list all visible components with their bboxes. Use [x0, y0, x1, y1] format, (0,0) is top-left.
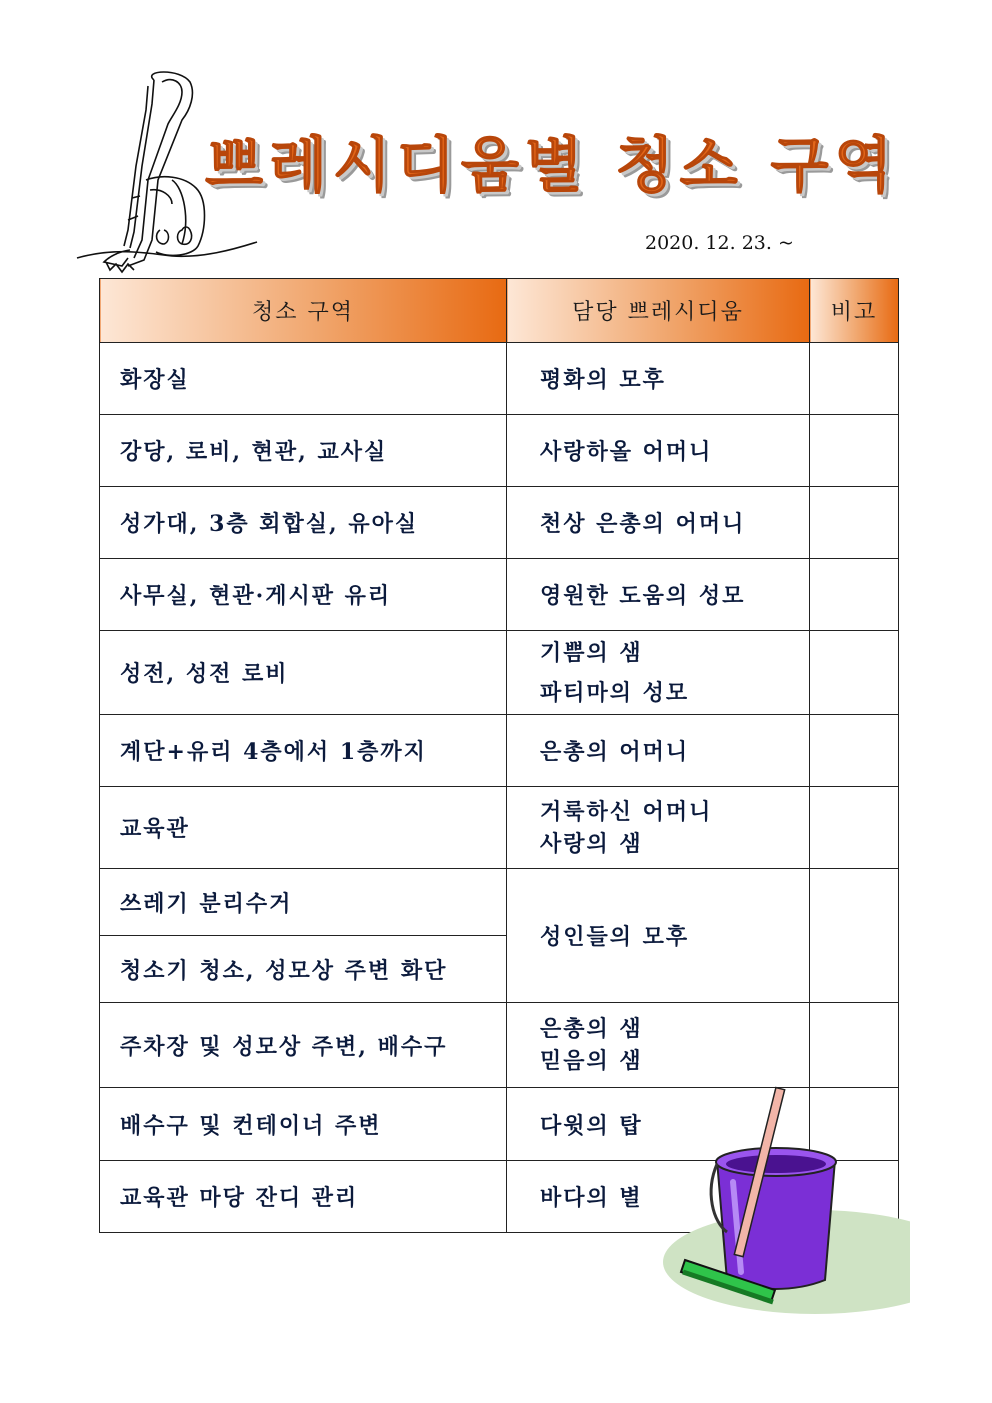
team-cell — [507, 415, 810, 487]
team-name: 기쁨의 샘 — [540, 639, 643, 666]
team-name: 천상 은총의 어머니 — [540, 511, 746, 537]
team-name: 영원한 도움의 성모 — [540, 583, 746, 609]
header-note: 비고 — [810, 279, 899, 343]
team-name: 성인들의 모후 — [540, 924, 690, 950]
area-cell: 사무실, 현관·게시판 유리 — [100, 559, 507, 631]
area-cell: 성가대, 3층 회합실, 유아실 — [100, 487, 507, 559]
note-cell — [810, 787, 899, 869]
team-cell — [507, 343, 810, 415]
area-cell: 교육관 — [100, 787, 507, 869]
note-cell — [810, 487, 899, 559]
table-row — [100, 415, 899, 487]
table-row — [100, 487, 899, 559]
table-row — [100, 559, 899, 631]
team-name: 은총의 어머니 — [540, 739, 690, 765]
header-team: 담당 쁘레시디움 — [507, 279, 810, 343]
team-cell — [507, 631, 810, 715]
note-cell — [810, 415, 899, 487]
table-row — [100, 343, 899, 415]
team-cell — [507, 559, 810, 631]
team-name: 사랑의 샘 — [540, 830, 643, 857]
area-cell: 주차장 및 성모상 주변, 배수구 — [100, 1003, 507, 1088]
team-name: 은총의 샘 — [540, 1016, 643, 1042]
team-name: 평화의 모후 — [540, 367, 666, 393]
team-name: 거룩하신 어머니 — [540, 798, 713, 825]
area-cell: 배수구 및 컨테이너 주변 — [100, 1088, 507, 1161]
team-name: 바다의 별 — [540, 1185, 643, 1211]
team-cell — [507, 869, 810, 1003]
note-cell — [810, 631, 899, 715]
note-cell — [810, 869, 899, 1003]
team-name: 다윗의 탑 — [540, 1112, 643, 1139]
header-area: 청소 구역 — [100, 279, 507, 343]
table-row — [100, 715, 899, 787]
team-name: 파티마의 성모 — [540, 679, 690, 706]
note-cell — [810, 343, 899, 415]
mop-bucket-icon — [655, 1082, 910, 1317]
area-cell: 교육관 마당 잔디 관리 — [100, 1161, 507, 1233]
table-row — [100, 787, 899, 869]
page-title: 쁘레시디움별 청소 구역 — [205, 131, 899, 201]
area-cell: 쓰레기 분리수거 — [100, 869, 507, 936]
team-name: 사랑하올 어머니 — [540, 439, 713, 465]
team-cell — [507, 715, 810, 787]
area-cell: 계단+유리 4층에서 1층까지 — [100, 715, 507, 787]
area-cell: 청소기 청소, 성모상 주변 화단 — [100, 936, 507, 1003]
table-row — [100, 1003, 899, 1088]
table-row — [100, 869, 899, 936]
table-header-row — [100, 279, 899, 343]
note-cell — [810, 715, 899, 787]
area-cell: 화장실 — [100, 343, 507, 415]
team-cell — [507, 487, 810, 559]
area-cell: 강당, 로비, 현관, 교사실 — [100, 415, 507, 487]
note-cell — [810, 559, 899, 631]
effective-date: 2020. 12. 23. ~ — [645, 232, 794, 254]
note-cell — [810, 1003, 899, 1088]
team-cell — [507, 787, 810, 869]
team-cell — [507, 1003, 810, 1088]
team-name: 믿음의 샘 — [540, 1048, 643, 1074]
area-cell: 성전, 성전 로비 — [100, 631, 507, 715]
table-row — [100, 631, 899, 715]
